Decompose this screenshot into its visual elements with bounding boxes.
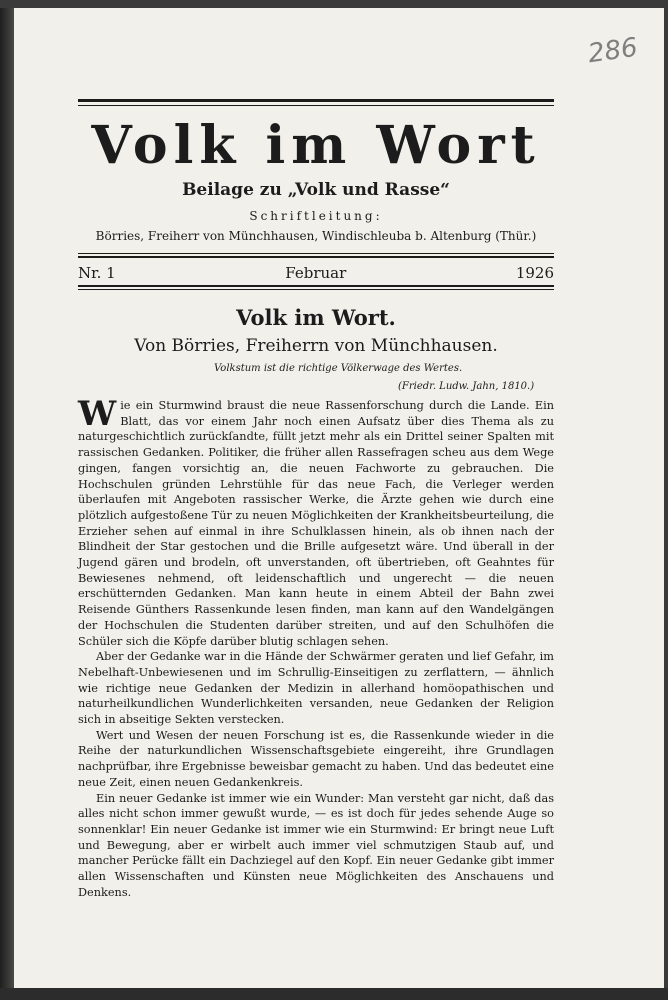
issue-number: Nr. 1 xyxy=(78,264,116,282)
scan-bottom-edge xyxy=(0,988,668,1000)
paragraph-2: Aber der Gedanke war in die Hände der Schwärmer geraten und lief Gefahr, im Nebelhaft-Unbewiesenen und im Schrullig-Einseitigen zu zerflattern, — ähnlich wie richtige neue Gedanken der Medizin in allerhand homöopathischen und naturheilkundlichen Wunderlichkeiten versanden, neue Gedanken der Religion sich in abseitige Sekten verstecken. xyxy=(78,650,554,727)
masthead-subtitle: Beilage zu „Volk und Rasse“ xyxy=(182,180,450,200)
paragraph-4: Ein neuer Gedanke ist immer wie ein Wunder: Man versteht gar nicht, daß das alles nicht schon immer gewußt wurde, — es ist doch für jedes sehende Auge so sonnenklar! Ein neuer Gedanke ist immer wie ein Sturmwind: Er bringt neue Luft und Bewegung, aber er wirbelt auch immer viel schmutzigen Staub auf, und mancher Perücke fällt ein Dachziegel auf den Kopf. Ein neuer Gedanke gibt immer allen Wissenschaften und Künsten neue Möglichkeiten des Anschauens und Denkens. xyxy=(78,791,554,899)
issue-rule-top-thin xyxy=(78,253,554,254)
top-rule-thick xyxy=(78,99,554,102)
drop-cap: W xyxy=(78,394,117,434)
top-rule-thin xyxy=(78,105,554,106)
article-byline: Von Börries, Freiherrn von Münchhausen. xyxy=(134,336,498,356)
article-motto: Volkstum ist die richtige Völkerwage des Wertes. xyxy=(214,363,463,374)
issue-month: Februar xyxy=(285,264,347,282)
issue-year: 1926 xyxy=(515,264,554,282)
issue-rule-bottom-thin xyxy=(78,289,554,290)
scan-left-edge xyxy=(0,8,14,988)
motto-source: (Friedr. Ludw. Jahn, 1810.) xyxy=(398,381,535,392)
paragraph-1-text: ie ein Sturmwind braust die neue Rassenforschung durch die Lande. Ein Blatt, das vor einem Jahr noch einen Aufsatz über dies Thema als zu naturgeschichtlich zurückſandte, füllt jetzt mehr als ein Drittel seiner Spalten mit rassischen Gedanken. Politiker, die früher allen Rassefragen scheu aus dem Wege gingen, fangen vorsichtig an, die neuen Fachworte zu gebrauchen. Die Hochschulen gründen Lehrstühle für das neue Fach, die Verleger werden überlaufen mit Angeboten rassischer Werke, die Ärzte gehen wie durch eine plötzlich aufgestoßene Tür zu neuen Möglichkeiten der Krankheitsbeurteilung, die Erzieher sehen auf einmal in ihre Schulklassen hinein, als ob ihnen nach der Blindheit der Star gestochen und die Brille aufgesetzt wäre. Und überall in der Jugend gären und brodeln, oft unverstanden, oft übertrieben, oft Geahntes für Bewiesenes nehmend, oft leidenschaftlich und ungerecht — die neuen erschütternden Gedanken. Man kann heute in einem Abteil der Bahn zwei Reisende Günthers Rassenkunde lesen finden, man kann auf den Wandelgängen der Hochschulen die Studenten darüber streiten, und auf den Schulhöfen die Schüler sich die Köpfe darüber blutig schlagen sehen. xyxy=(78,399,554,648)
paragraph-1 xyxy=(78,394,554,649)
issue-rule-top xyxy=(78,256,554,258)
issue-row xyxy=(78,264,554,282)
issue-rule-bottom xyxy=(78,285,554,287)
masthead-title: Volk im Wort xyxy=(91,115,541,176)
article-title: Volk im Wort. xyxy=(236,305,396,330)
article-body xyxy=(78,394,554,901)
paragraph-3: Wert und Wesen der neuen Forschung ist es, die Rassenkunde wieder in die Reihe der naturkundlichen Wissenschaftsgebiete eingereiht, ihre Grundlagen nachprüfbar, ihre Ergebnisse beweisbar gemacht zu haben. Und das bedeutet eine neue Zeit, einen neuen Gedankenkreis. xyxy=(78,728,554,789)
editor-line: Börries, Freiherr von Münchhausen, Windischleuba b. Altenburg (Thür.) xyxy=(95,229,537,243)
document-page xyxy=(14,8,664,988)
editor-label: Schriftleitung: xyxy=(249,209,383,223)
handwritten-page-number: 286 xyxy=(586,32,640,70)
